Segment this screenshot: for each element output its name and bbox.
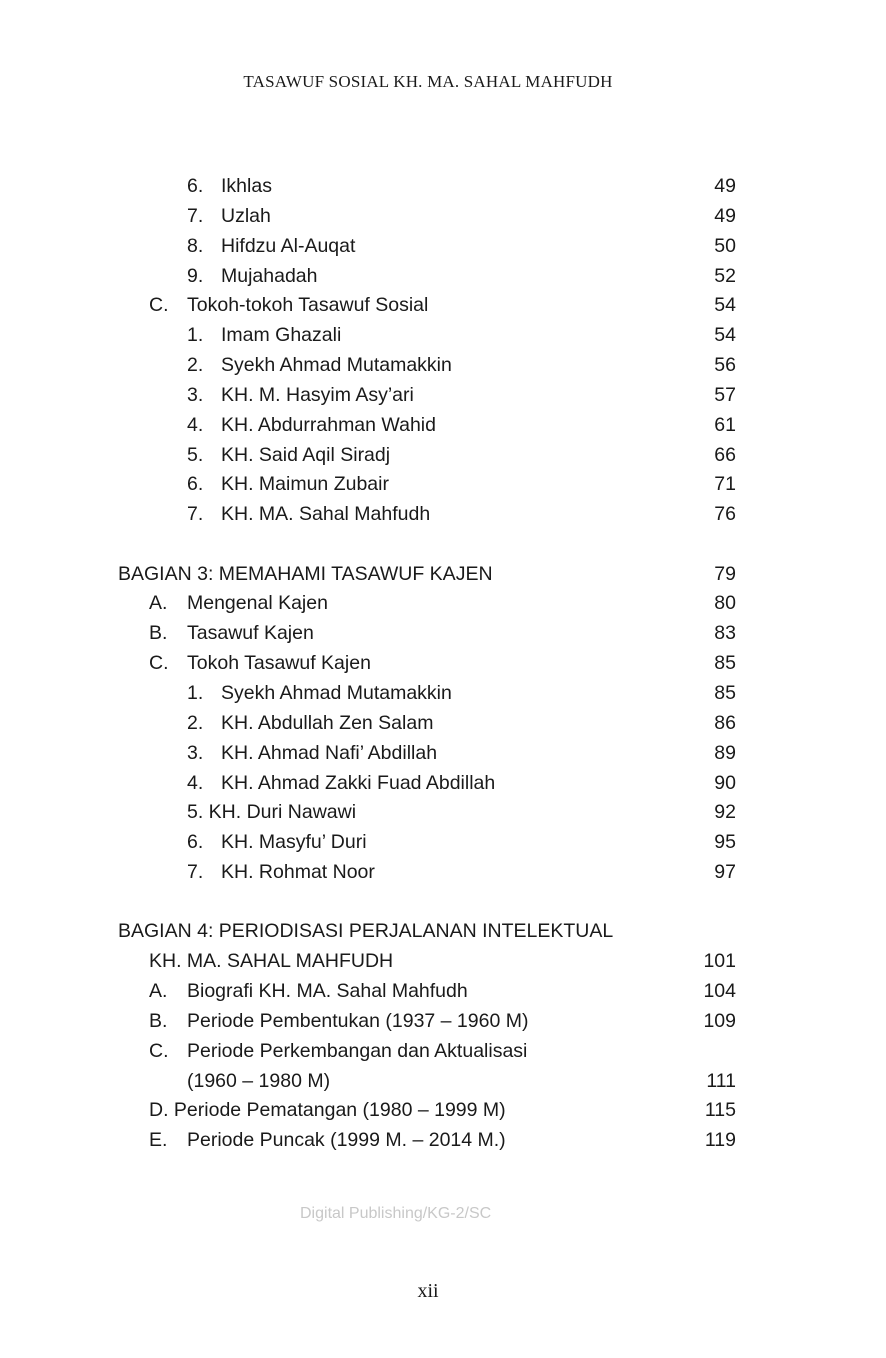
toc-entry[interactable]: [118, 351, 736, 381]
toc-entry[interactable]: [118, 470, 736, 500]
toc-entry-title: Periode Puncak (1999 M. – 2014 M.): [187, 1129, 506, 1152]
toc-entry[interactable]: [118, 739, 736, 769]
toc-entry-page-number: 80: [714, 592, 736, 615]
toc-entry-title: Tokoh Tasawuf Kajen: [187, 652, 371, 675]
toc-entry[interactable]: [118, 649, 736, 679]
toc-entry-title: Periode Pembentukan (1937 – 1960 M): [187, 1009, 529, 1032]
toc-entry-title: Hifdzu Al-Auqat: [221, 234, 356, 257]
toc-entry-title: KH. Said Aqil Siradj: [221, 443, 391, 466]
toc-entry-page-number: 109: [703, 1009, 736, 1032]
toc-entry[interactable]: [118, 232, 736, 262]
toc-entry-page-number: 95: [714, 831, 736, 854]
toc-entry-page-number: 97: [714, 861, 736, 884]
toc-entry[interactable]: [118, 1096, 736, 1126]
toc-part-heading[interactable]: [118, 560, 736, 590]
toc-entry-title: (1960 – 1980 M): [187, 1069, 331, 1092]
toc-entry[interactable]: [118, 769, 736, 799]
toc-entry-page-number: 111: [706, 1069, 736, 1092]
toc-entry[interactable]: [118, 798, 736, 828]
toc-entry-marker: 6.: [187, 831, 204, 854]
toc-entry[interactable]: [118, 1067, 736, 1097]
toc-entry-marker: C.: [149, 652, 169, 675]
section-gap: [118, 530, 736, 560]
toc-entry-page-number: 50: [714, 234, 736, 257]
toc-entry-page-number: 57: [714, 383, 736, 406]
toc-entry-title: KH. Rohmat Noor: [221, 861, 375, 884]
toc-entry-marker: 7.: [187, 861, 204, 884]
toc-entry-title: Tasawuf Kajen: [187, 622, 314, 645]
watermark: Digital Publishing/KG-2/SC: [300, 1205, 492, 1222]
toc-entry-page-number: 76: [714, 503, 736, 526]
toc-entry-title: Mengenal Kajen: [187, 592, 328, 615]
toc-entry[interactable]: [118, 1007, 736, 1037]
toc-entry-title: Syekh Ahmad Mutamakkin: [221, 354, 452, 377]
toc-entry-title: KH. Ahmad Zakki Fuad Abdillah: [221, 771, 496, 794]
toc-entry[interactable]: [118, 1037, 736, 1067]
toc-entry-marker: 1.: [187, 324, 204, 347]
toc-entry-marker: 1.: [187, 682, 204, 704]
running-head: TASAWUF SOSIAL KH. MA. SAHAL MAHFUDH: [243, 72, 613, 91]
toc-entry-page-number: 104: [703, 980, 736, 1003]
toc-entry-marker: 7.: [187, 503, 204, 526]
toc-entry-page-number: 92: [714, 801, 736, 824]
toc-entry-page-number: 85: [714, 652, 736, 675]
toc-entry-marker: 7.: [187, 204, 204, 227]
toc-entry[interactable]: [118, 262, 736, 292]
toc-entry[interactable]: [118, 500, 736, 530]
toc-entry-marker: C.: [149, 294, 169, 317]
toc-entry[interactable]: [118, 589, 736, 619]
toc-entry-marker: C.: [149, 1039, 169, 1062]
toc-entry-page-number: 85: [714, 682, 736, 704]
toc-entry-page-number: 66: [714, 443, 736, 466]
toc-entry[interactable]: [118, 291, 736, 321]
toc-entry-page-number: 86: [714, 711, 736, 734]
toc-entry-title: KH. M. Hasyim Asy’ari: [221, 383, 414, 406]
toc-entry-marker: 6.: [187, 473, 204, 496]
toc-entry-title: KH. Ahmad Nafi’ Abdillah: [221, 741, 438, 764]
toc-entry[interactable]: [118, 411, 736, 441]
toc-entry-title: KH. Abdullah Zen Salam: [221, 711, 434, 734]
toc-entry[interactable]: [118, 381, 736, 411]
toc-entry-page-number: 71: [714, 473, 736, 496]
toc-entry-title: BAGIAN 3: MEMAHAMI TASAWUF KAJEN: [118, 562, 493, 585]
toc-entry[interactable]: [118, 202, 736, 232]
toc-entry-marker: 4.: [187, 771, 204, 794]
toc-entry-page-number: 54: [714, 294, 736, 317]
toc-entry-title: Biografi KH. MA. Sahal Mahfudh: [187, 980, 468, 1003]
toc-entry[interactable]: [118, 1126, 736, 1156]
toc-entry[interactable]: [118, 977, 736, 1007]
toc-entry-marker: B.: [149, 622, 168, 645]
table-of-contents: [118, 172, 736, 1156]
toc-entry[interactable]: [118, 619, 736, 649]
toc-entry-marker: A.: [149, 980, 168, 1003]
toc-entry[interactable]: [118, 172, 736, 202]
toc-entry-marker: 9.: [187, 264, 204, 287]
toc-entry-marker: B.: [149, 1009, 168, 1032]
toc-part-heading[interactable]: [118, 917, 736, 947]
toc-entry-title: Syekh Ahmad Mutamakkin: [221, 682, 452, 704]
toc-entry[interactable]: [118, 679, 736, 709]
toc-entry-title: Tokoh-tokoh Tasawuf Sosial: [187, 294, 429, 317]
toc-entry-page-number: 83: [714, 622, 736, 645]
toc-entry-marker: 2.: [187, 711, 204, 734]
toc-entry-marker: 5.: [187, 443, 204, 466]
section-gap: [118, 888, 736, 918]
toc-entry-page-number: 49: [714, 204, 736, 227]
toc-entry-page-number: 56: [714, 354, 736, 377]
toc-entry-title: KH. MA. Sahal Mahfudh: [221, 503, 431, 526]
toc-entry-page-number: 79: [714, 562, 736, 585]
toc-entry-page-number: 90: [714, 771, 736, 794]
toc-entry-marker: 2.: [187, 354, 204, 377]
toc-entry[interactable]: [118, 321, 736, 351]
toc-entry-page-number: 119: [704, 1129, 736, 1152]
toc-entry-title: Imam Ghazali: [221, 324, 342, 347]
page-number: xii: [417, 1280, 439, 1302]
toc-entry-marker: 6.: [187, 175, 204, 197]
toc-entry-marker: 3.: [187, 741, 204, 764]
toc-entry-title: 5. KH. Duri Nawawi: [187, 801, 357, 824]
toc-entry[interactable]: [118, 947, 736, 977]
toc-entry-title: KH. Masyfu’ Duri: [221, 831, 367, 854]
toc-entry[interactable]: [118, 441, 736, 471]
toc-entry-title: KH. Abdurrahman Wahid: [221, 413, 436, 436]
toc-entry-title: KH. MA. SAHAL MAHFUDH: [149, 950, 394, 973]
toc-entry-marker: E.: [149, 1129, 168, 1152]
toc-entry-title: Mujahadah: [221, 264, 318, 287]
toc-entry-page-number: 52: [714, 264, 736, 287]
toc-entry-page-number: 89: [714, 741, 736, 764]
toc-entry[interactable]: [118, 858, 736, 888]
toc-entry-marker: A.: [149, 592, 168, 615]
toc-entry-page-number: 101: [703, 950, 736, 973]
toc-entry-page-number: 61: [714, 413, 736, 436]
toc-entry-page-number: 54: [714, 324, 736, 347]
toc-entry-page-number: 115: [704, 1099, 736, 1122]
toc-entry-page-number: 49: [714, 175, 736, 197]
toc-entry-title: Periode Perkembangan dan Aktualisasi: [187, 1039, 528, 1062]
toc-entry-title: BAGIAN 4: PERIODISASI PERJALANAN INTELEKTUAL: [118, 920, 614, 943]
toc-entry[interactable]: [118, 709, 736, 739]
toc-entry-marker: 8.: [187, 234, 204, 257]
toc-entry-marker: 4.: [187, 413, 204, 436]
toc-entry-title: D. Periode Pematangan (1980 – 1999 M): [149, 1099, 506, 1122]
toc-entry-marker: 3.: [187, 383, 204, 406]
toc-entry[interactable]: [118, 828, 736, 858]
toc-entry-title: Ikhlas: [221, 175, 272, 197]
toc-entry-title: Uzlah: [221, 204, 271, 227]
toc-entry-title: KH. Maimun Zubair: [221, 473, 389, 496]
